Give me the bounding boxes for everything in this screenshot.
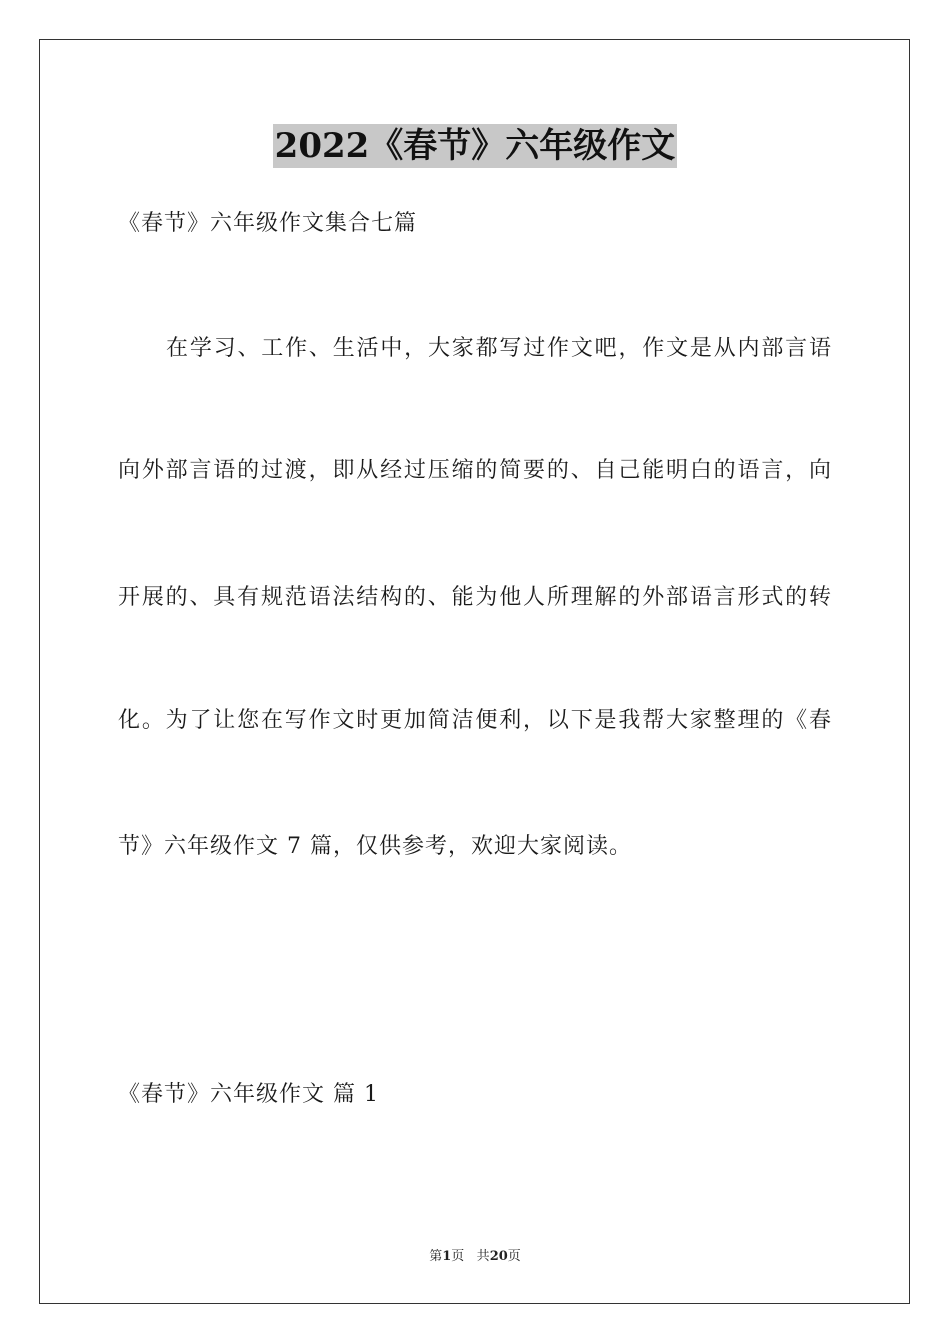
footer-page-suffix: 页 bbox=[451, 1249, 465, 1264]
footer-total-suffix: 页 bbox=[507, 1249, 521, 1264]
intro-line-3: 开展的、具有规范语法结构的、能为他人所理解的外部语言形式的转 bbox=[118, 585, 832, 610]
section-heading: 《春节》六年级作文 篇 1 bbox=[118, 1082, 379, 1107]
document-subtitle: 《春节》六年级作文集合七篇 bbox=[118, 211, 418, 236]
intro-line-5: 节》六年级作文 7 篇，仅供参考，欢迎大家阅读。 bbox=[118, 834, 632, 859]
intro-line-1: 在学习、工作、生活中，大家都写过作文吧，作文是从内部言语 bbox=[166, 336, 832, 361]
document-title: 2022《春节》六年级作文 bbox=[274, 126, 676, 166]
page-footer bbox=[0, 1248, 950, 1266]
footer-page-prefix: 第 bbox=[429, 1249, 443, 1264]
footer-total-pages: 20 bbox=[489, 1249, 508, 1264]
title-wrapper bbox=[0, 124, 950, 168]
intro-line-2: 向外部言语的过渡，即从经过压缩的简要的、自己能明白的语言，向 bbox=[118, 458, 832, 483]
footer-total-prefix: 共 bbox=[476, 1249, 490, 1264]
footer-page-number: 1 bbox=[442, 1249, 452, 1264]
intro-line-4: 化。为了让您在写作文时更加简洁便利，以下是我帮大家整理的《春 bbox=[118, 708, 832, 733]
